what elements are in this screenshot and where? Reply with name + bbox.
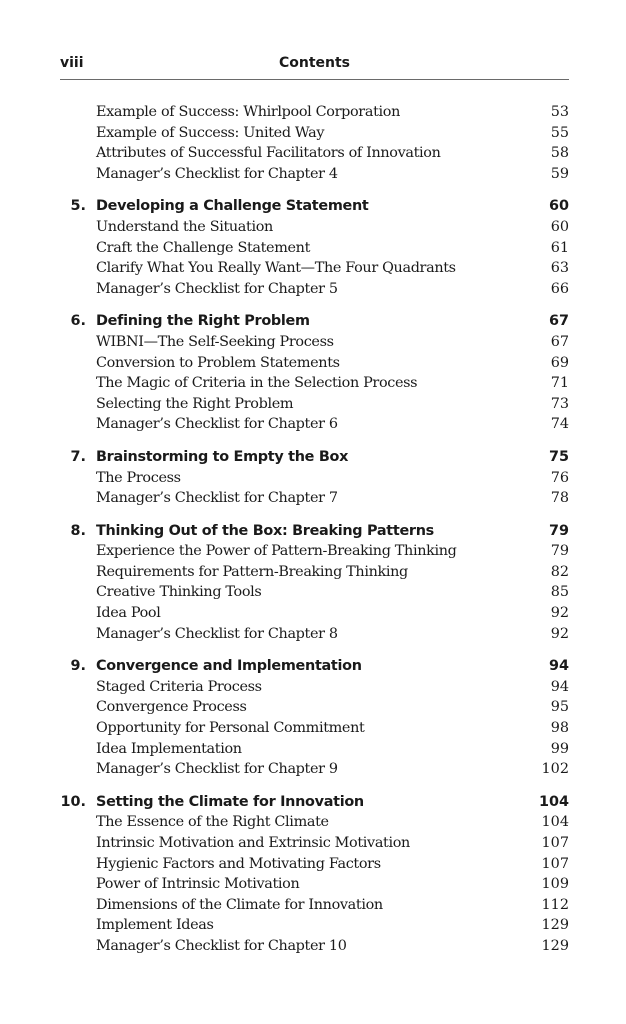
toc-entry: [0, 833, 626, 854]
chapter-page-number: 60: [548, 198, 569, 215]
entry-title: Convergence Process: [96, 699, 247, 716]
entry-page-number: 109: [541, 876, 569, 893]
entry-title: Manager’s Checklist for Chapter 8: [96, 625, 338, 642]
chapter-page-number: 67: [548, 313, 569, 330]
chapter-number: 7.: [70, 448, 86, 465]
toc-entry: [0, 414, 626, 435]
chapter-title: Brainstorming to Empty the Box: [96, 448, 349, 465]
toc-entry: [0, 936, 626, 957]
entry-page-number: 60: [550, 218, 569, 235]
entry-title: The Magic of Criteria in the Selection Process: [96, 375, 418, 392]
entry-title: Creative Thinking Tools: [96, 584, 262, 601]
entry-title: Requirements for Pattern-Breaking Thinking: [96, 563, 408, 580]
toc-entry: [0, 238, 626, 259]
entry-page-number: 55: [550, 124, 569, 141]
toc-entry: [0, 279, 626, 300]
toc-entry: [0, 677, 626, 698]
entry-page-number: 99: [550, 740, 569, 757]
entry-title: Experience the Power of Pattern-Breaking Thinking: [96, 543, 457, 560]
entry-title: The Process: [96, 469, 181, 486]
entry-page-number: 107: [541, 835, 569, 851]
toc-entry: [0, 582, 626, 603]
toc-entry: [0, 332, 626, 353]
running-title: Contents: [278, 55, 351, 71]
entry-page-number: 82: [550, 563, 569, 580]
toc-entry: [0, 739, 626, 760]
entry-title: Manager’s Checklist for Chapter 6: [96, 416, 338, 433]
toc-chapter-heading: [0, 521, 626, 542]
chapter-page-number: 94: [548, 658, 569, 675]
entry-title: Idea Pool: [96, 605, 161, 622]
entry-title: WIBNI—The Self-Seeking Process: [96, 333, 334, 350]
toc-entry: [0, 164, 626, 185]
entry-title: Manager’s Checklist for Chapter 4: [96, 165, 338, 182]
entry-page-number: 102: [541, 761, 569, 778]
entry-title: Implement Ideas: [96, 917, 214, 934]
entry-title: Idea Implementation: [96, 740, 242, 757]
entry-page-number: 61: [550, 239, 569, 256]
entry-page-number: 53: [550, 104, 569, 120]
entry-page-number: 129: [541, 917, 569, 934]
toc-entry: [0, 102, 626, 123]
running-header: [60, 55, 569, 80]
chapter-page-number: 79: [548, 522, 569, 539]
toc-chapter-heading: [0, 447, 626, 468]
chapter-number: 6.: [70, 313, 86, 330]
entry-title: Clarify What You Really Want—The Four Quadrants: [96, 260, 456, 277]
toc-entry: [0, 468, 626, 489]
toc-entry: [0, 915, 626, 936]
chapter-page-number: 104: [538, 793, 569, 810]
chapter-number: 8.: [70, 522, 86, 539]
entry-page-number: 69: [550, 354, 569, 371]
toc-entry: [0, 812, 626, 833]
entry-title: Manager’s Checklist for Chapter 7: [96, 490, 338, 507]
entry-page-number: 59: [550, 165, 569, 182]
entry-title: The Essence of the Right Climate: [96, 814, 329, 831]
entry-title: Staged Criteria Process: [96, 678, 262, 695]
entry-title: Opportunity for Personal Commitment: [96, 720, 365, 737]
entry-title: Hygienic Factors and Motivating Factors: [96, 855, 381, 872]
entry-title: Manager’s Checklist for Chapter 9: [96, 761, 338, 778]
toc-entry: [0, 562, 626, 583]
toc-entry: [0, 624, 626, 645]
entry-title: Conversion to Problem Statements: [96, 354, 340, 371]
entry-page-number: 104: [541, 814, 569, 831]
toc-entry: [0, 854, 626, 875]
toc-entry: [0, 217, 626, 238]
toc-chapter-heading: [0, 656, 626, 677]
toc-entry: [0, 759, 626, 780]
toc-entry: [0, 258, 626, 279]
entry-page-number: 129: [541, 937, 569, 954]
page-number: viii: [60, 55, 84, 71]
entry-page-number: 94: [550, 678, 569, 695]
entry-title: Power of Intrinsic Motivation: [96, 876, 300, 893]
entry-page-number: 73: [550, 395, 569, 412]
chapter-page-number: 75: [548, 448, 569, 465]
entry-page-number: 66: [550, 280, 569, 297]
toc-entry: [0, 895, 626, 916]
entry-title: Dimensions of the Climate for Innovation: [96, 896, 383, 913]
toc-entry: [0, 541, 626, 562]
chapter-number: 5.: [70, 198, 86, 215]
entry-title: Intrinsic Motivation and Extrinsic Motivation: [96, 835, 410, 851]
entry-page-number: 71: [550, 375, 569, 392]
entry-page-number: 98: [550, 720, 569, 737]
chapter-title: Setting the Climate for Innovation: [96, 793, 364, 810]
chapter-number: 9.: [70, 658, 86, 675]
toc-entry: [0, 718, 626, 739]
toc-chapter-heading: [0, 792, 626, 813]
toc-chapter-heading: [0, 196, 626, 217]
chapter-title: Defining the Right Problem: [96, 313, 310, 330]
entry-title: Example of Success: United Way: [96, 124, 325, 141]
entry-page-number: 74: [550, 416, 569, 433]
entry-title: Manager’s Checklist for Chapter 10: [96, 937, 347, 954]
entry-page-number: 92: [550, 605, 569, 622]
entry-page-number: 76: [550, 469, 569, 486]
toc-entry: [0, 874, 626, 895]
toc-entry: [0, 488, 626, 509]
chapter-number: 10.: [60, 793, 86, 810]
entry-page-number: 85: [550, 584, 569, 601]
toc-entry: [0, 123, 626, 144]
chapter-title: Thinking Out of the Box: Breaking Patterns: [96, 522, 434, 539]
entry-page-number: 107: [541, 855, 569, 872]
entry-title: Understand the Situation: [96, 218, 273, 235]
entry-page-number: 92: [550, 625, 569, 642]
entry-page-number: 78: [550, 490, 569, 507]
chapter-title: Developing a Challenge Statement: [96, 198, 369, 215]
entry-page-number: 58: [550, 145, 569, 162]
table-of-contents: [0, 102, 626, 957]
chapter-title: Convergence and Implementation: [96, 658, 362, 675]
entry-title: Example of Success: Whirlpool Corporation: [96, 104, 400, 120]
entry-page-number: 67: [550, 333, 569, 350]
entry-title: Manager’s Checklist for Chapter 5: [96, 280, 338, 297]
entry-page-number: 63: [550, 260, 569, 277]
entry-page-number: 112: [541, 896, 569, 913]
entry-title: Selecting the Right Problem: [96, 395, 294, 412]
toc-entry: [0, 143, 626, 164]
entry-title: Attributes of Successful Facilitators of Innovation: [96, 145, 441, 162]
toc-entry: [0, 697, 626, 718]
toc-entry: [0, 603, 626, 624]
entry-page-number: 79: [550, 543, 569, 560]
toc-entry: [0, 394, 626, 415]
toc-entry: [0, 373, 626, 394]
toc-chapter-heading: [0, 311, 626, 332]
toc-entry: [0, 353, 626, 374]
entry-page-number: 95: [550, 699, 569, 716]
entry-title: Craft the Challenge Statement: [96, 239, 311, 256]
